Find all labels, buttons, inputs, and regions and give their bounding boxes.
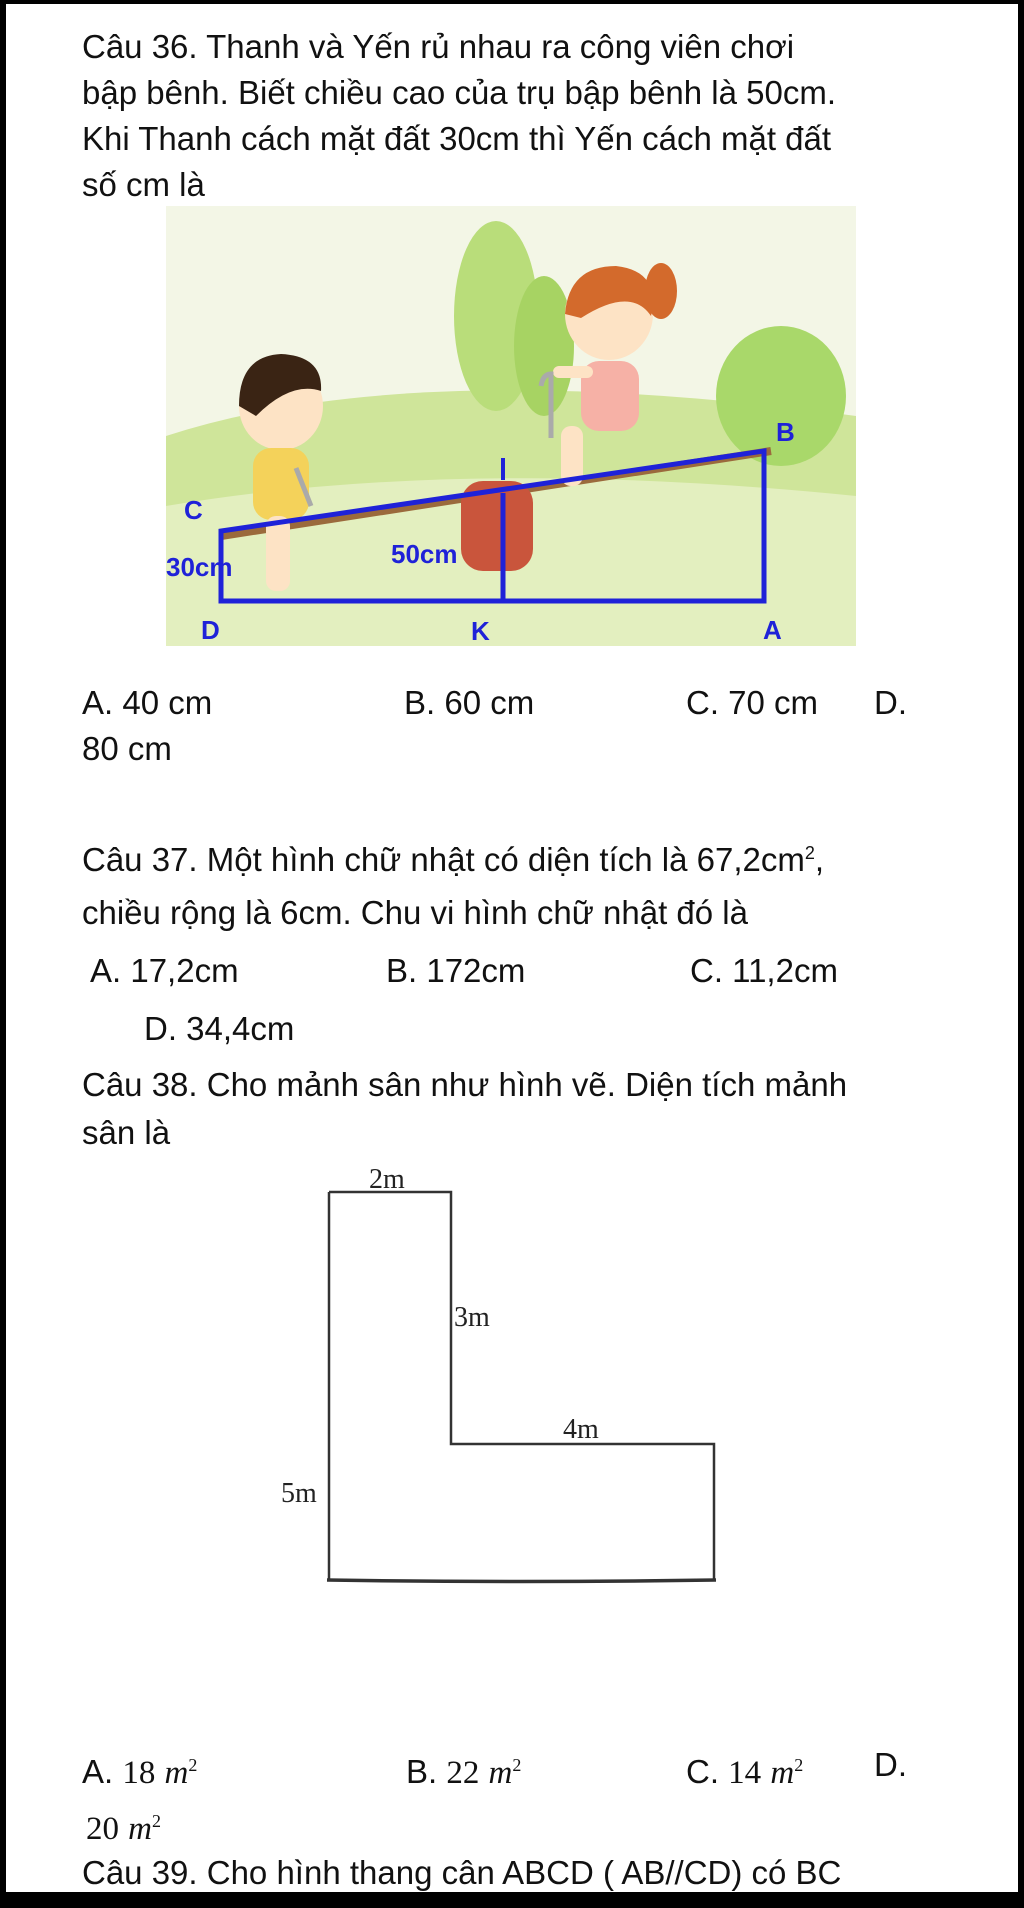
q38-option-c-value: 14 <box>728 1755 762 1791</box>
label-b: B <box>776 417 795 447</box>
label-4m: 4m <box>563 1414 599 1445</box>
q38-option-d-unit: m <box>128 1811 153 1847</box>
q38-option-d-sup: 2 <box>152 1811 162 1831</box>
q37-option-a: A. 17,2cm <box>90 952 239 989</box>
label-30cm: 30cm <box>166 552 233 582</box>
q36-line-2: bập bênh. Biết chiều cao của trụ bập bênh là 50cm. <box>82 74 837 111</box>
label-c: C <box>184 495 203 525</box>
q38-option-d <box>86 1798 161 1852</box>
seesaw-illustration <box>161 206 861 646</box>
tree-2 <box>514 276 574 416</box>
q38-line-2: sân là <box>82 1114 171 1151</box>
yard-figure <box>261 1162 731 1602</box>
q36-line-3: Khi Thanh cách mặt đất 30cm thì Yến cách mặt đất <box>82 120 832 157</box>
l-shape-outline <box>329 1192 714 1580</box>
q38-option-b-letter: B. <box>406 1753 438 1790</box>
q39-line-1: Câu 39. Cho hình thang cân ABCD ( AB//CD) có BC <box>82 1854 842 1891</box>
label-5m: 5m <box>281 1478 317 1509</box>
q36-option-a: A. 40 cm <box>82 684 213 721</box>
q36-line-1: Câu 36. Thanh và Yến rủ nhau ra công viên chơi <box>82 28 795 65</box>
q38-option-b-value: 22 <box>446 1755 480 1791</box>
q38-option-c-unit: m <box>770 1755 795 1791</box>
q37-line-1 <box>82 830 824 883</box>
q38-option-c-letter: C. <box>686 1753 719 1790</box>
q38-option-d-value: 20 <box>86 1811 119 1847</box>
q38-option-a-value: 18 <box>122 1755 156 1791</box>
label-k: K <box>471 616 490 646</box>
label-2m: 2m <box>369 1164 405 1195</box>
q38-option-d-letter: D. <box>874 1746 907 1783</box>
q38-option-b-sup: 2 <box>512 1755 522 1775</box>
label-a: A <box>763 615 782 645</box>
q36-option-d-value: 80 cm <box>82 730 172 767</box>
seesaw-figure <box>161 206 861 646</box>
q38-option-a-sup: 2 <box>188 1755 198 1775</box>
q38-option-a-letter: A. <box>82 1753 114 1790</box>
q36-option-c: C. 70 cm <box>686 684 819 721</box>
q38-option-a <box>82 1742 197 1796</box>
q36-line-4: số cm là <box>82 166 205 203</box>
q36-option-d: D. <box>874 684 907 721</box>
l-shape-diagram <box>261 1162 731 1602</box>
q38-option-c-sup: 2 <box>794 1755 804 1775</box>
q38-option-b <box>406 1742 521 1796</box>
label-50cm: 50cm <box>391 539 458 569</box>
q38-option-b-unit: m <box>488 1755 513 1791</box>
q36-option-b: B. 60 cm <box>404 684 535 721</box>
label-3m: 3m <box>454 1302 490 1333</box>
label-d: D <box>201 615 220 645</box>
q37-line-1-end: , <box>814 841 825 878</box>
q38-option-a-unit: m <box>164 1755 189 1791</box>
q38-option-c <box>686 1742 803 1796</box>
q37-option-b: B. 172cm <box>386 952 526 989</box>
q37-sup: 2 <box>804 843 815 863</box>
q38-line-1: Câu 38. Cho mảnh sân như hình vẽ. Diện tích mảnh <box>82 1066 848 1103</box>
q37-option-c: C. 11,2cm <box>690 952 838 989</box>
document-page <box>6 4 1018 1892</box>
q37-line-1-text: Câu 37. Một hình chữ nhật có diện tích là 67,2cm <box>82 841 805 878</box>
q37-line-2: chiều rộng là 6cm. Chu vi hình chữ nhật đó là <box>82 894 748 931</box>
q37-option-d: D. 34,4cm <box>144 1010 295 1047</box>
